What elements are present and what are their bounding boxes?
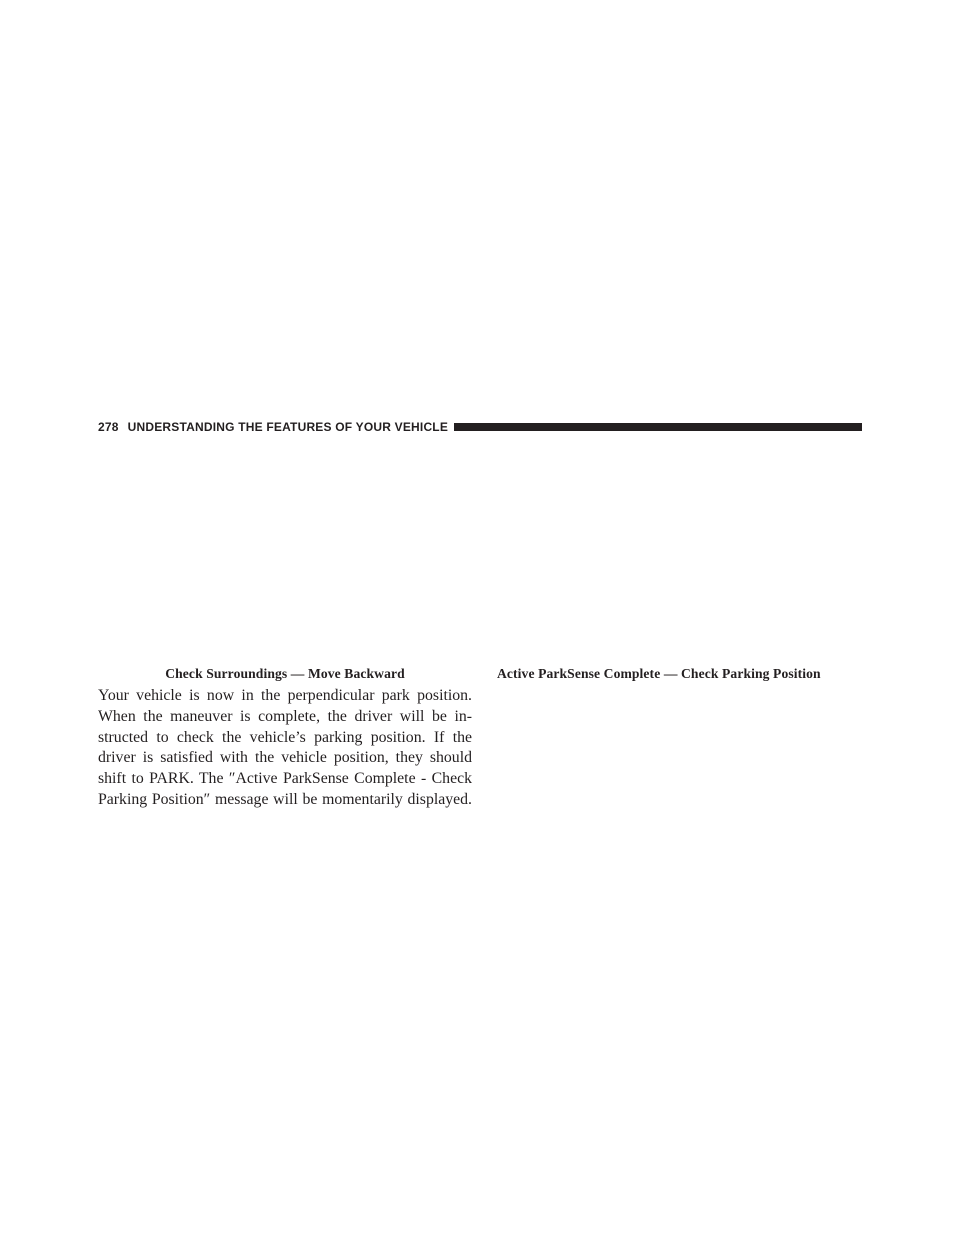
header-rule <box>454 423 862 431</box>
body-line: Parking Position″ message will be momentarily displayed. <box>98 790 472 808</box>
section-title: UNDERSTANDING THE FEATURES OF YOUR VEHICLE <box>127 420 449 434</box>
figure-caption-left: Check Surroundings — Move Backward <box>165 666 405 681</box>
body-line: structed to check the vehicle’s parking position. If the <box>98 728 472 746</box>
page-number: 278 <box>98 420 119 434</box>
body-line: shift to PARK. The ″Active ParkSense Complete - Check <box>98 770 472 788</box>
figure-caption-right: Active ParkSense Complete — Check Parking Position <box>497 666 821 681</box>
body-paragraph <box>98 686 472 811</box>
body-line: When the maneuver is complete, the driver will be in- <box>98 707 472 725</box>
body-line: Your vehicle is now in the perpendicular park position. <box>98 687 472 704</box>
body-line: driver is satisfied with the vehicle position, they should <box>98 749 472 767</box>
page-header <box>98 418 862 436</box>
